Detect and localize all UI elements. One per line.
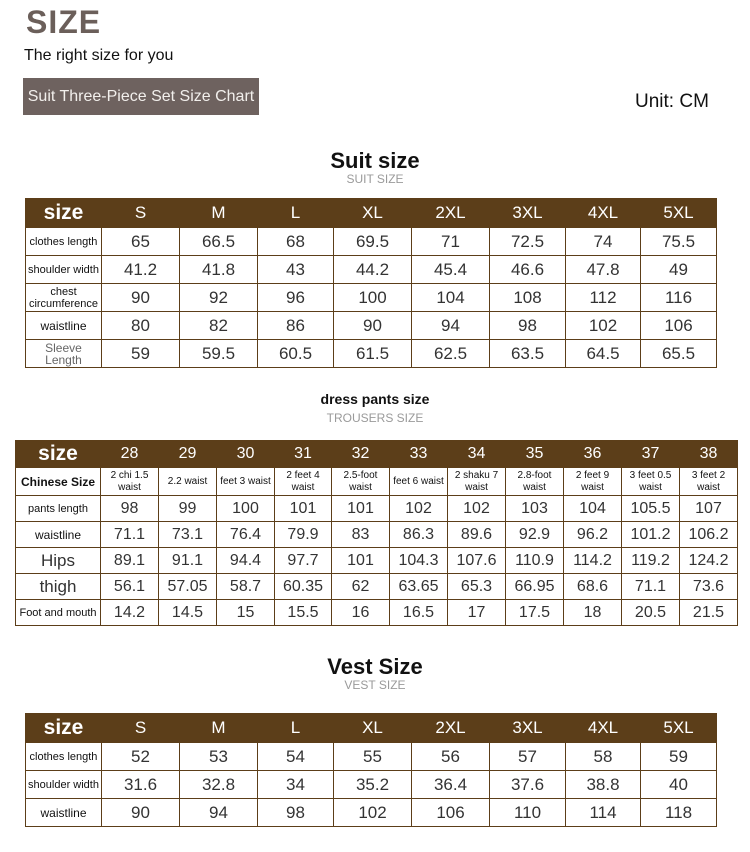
suit-size-header: M: [180, 199, 258, 228]
vest-value-cell: 110: [490, 799, 566, 827]
trousers-table-row: [16, 548, 738, 574]
vest-row-label: waistline: [26, 799, 102, 827]
trousers-size-header: 36: [564, 441, 622, 468]
trousers-table-row: [16, 496, 738, 522]
suit-size-table: [25, 198, 717, 368]
trousers-value-cell: 17: [448, 600, 506, 626]
suit-value-cell: 90: [334, 312, 412, 340]
vest-value-cell: 52: [102, 743, 180, 771]
suit-value-cell: 60.5: [258, 340, 334, 368]
page-subtitle: The right size for you: [24, 47, 174, 64]
suit-size-header: S: [102, 199, 180, 228]
trousers-value-cell: 73.6: [680, 574, 738, 600]
trousers-size-header: 31: [275, 441, 332, 468]
suit-value-cell: 41.2: [102, 256, 180, 284]
suit-table-row: [26, 312, 717, 340]
trousers-row-label: Hips: [16, 548, 101, 574]
suit-table-row: [26, 284, 717, 312]
vest-value-cell: 59: [641, 743, 717, 771]
vest-value-cell: 57: [490, 743, 566, 771]
suit-value-cell: 49: [641, 256, 717, 284]
vest-value-cell: 90: [102, 799, 180, 827]
chinese-size-cell: feet 6 waist: [390, 468, 448, 496]
vest-section-subtitle: VEST SIZE: [344, 678, 406, 692]
suit-row-label: clothes length: [26, 228, 102, 256]
vest-size-table: [25, 713, 717, 827]
trousers-size-header: 32: [332, 441, 390, 468]
trousers-value-cell: 94.4: [217, 548, 275, 574]
trousers-value-cell: 119.2: [622, 548, 680, 574]
vest-value-cell: 114: [566, 799, 641, 827]
vest-value-cell: 94: [180, 799, 258, 827]
suit-value-cell: 92: [180, 284, 258, 312]
trousers-value-cell: 16.5: [390, 600, 448, 626]
trousers-value-cell: 21.5: [680, 600, 738, 626]
trousers-size-table: [15, 440, 738, 626]
trousers-value-cell: 89.1: [101, 548, 159, 574]
trousers-value-cell: 98: [101, 496, 159, 522]
suit-value-cell: 82: [180, 312, 258, 340]
trousers-value-cell: 14.2: [101, 600, 159, 626]
trousers-value-cell: 58.7: [217, 574, 275, 600]
chinese-size-cell: 3 feet 0.5 waist: [622, 468, 680, 496]
suit-value-cell: 43: [258, 256, 334, 284]
vest-row-label: clothes length: [26, 743, 102, 771]
unit-label: Unit: CM: [635, 91, 709, 112]
trousers-value-cell: 114.2: [564, 548, 622, 574]
trousers-value-cell: 92.9: [506, 522, 564, 548]
suit-value-cell: 86: [258, 312, 334, 340]
suit-value-cell: 116: [641, 284, 717, 312]
trousers-size-header: 35: [506, 441, 564, 468]
vest-size-header: M: [180, 714, 258, 743]
trousers-value-cell: 97.7: [275, 548, 332, 574]
vest-table-row: [26, 771, 717, 799]
chinese-size-cell: 2 feet 9 waist: [564, 468, 622, 496]
trousers-value-cell: 89.6: [448, 522, 506, 548]
vest-value-cell: 54: [258, 743, 334, 771]
suit-value-cell: 71: [412, 228, 490, 256]
page-title: SIZE: [26, 4, 102, 40]
trousers-value-cell: 104: [564, 496, 622, 522]
trousers-value-cell: 105.5: [622, 496, 680, 522]
trousers-value-cell: 106.2: [680, 522, 738, 548]
chinese-size-label: Chinese Size: [16, 468, 101, 496]
vest-value-cell: 53: [180, 743, 258, 771]
vest-table-row: [26, 799, 717, 827]
trousers-value-cell: 65.3: [448, 574, 506, 600]
suit-value-cell: 112: [566, 284, 641, 312]
suit-row-label: shoulder width: [26, 256, 102, 284]
trousers-table-row: [16, 522, 738, 548]
trousers-section-subtitle: TROUSERS SIZE: [326, 411, 424, 425]
trousers-value-cell: 66.95: [506, 574, 564, 600]
suit-value-cell: 96: [258, 284, 334, 312]
suit-table-row: [26, 340, 717, 368]
trousers-value-cell: 71.1: [101, 522, 159, 548]
trousers-value-cell: 101: [275, 496, 332, 522]
trousers-value-cell: 63.65: [390, 574, 448, 600]
trousers-value-cell: 107.6: [448, 548, 506, 574]
vest-size-header: 4XL: [566, 714, 641, 743]
vest-value-cell: 118: [641, 799, 717, 827]
vest-size-header: L: [258, 714, 334, 743]
suit-size-header: 4XL: [566, 199, 641, 228]
trousers-value-cell: 17.5: [506, 600, 564, 626]
suit-value-cell: 59.5: [180, 340, 258, 368]
vest-value-cell: 36.4: [412, 771, 490, 799]
suit-section-title: Suit size: [330, 148, 420, 173]
suit-value-cell: 65: [102, 228, 180, 256]
suit-value-cell: 46.6: [490, 256, 566, 284]
suit-value-cell: 41.8: [180, 256, 258, 284]
vest-value-cell: 35.2: [334, 771, 412, 799]
suit-row-label: Sleeve Length: [26, 340, 102, 368]
suit-value-cell: 106: [641, 312, 717, 340]
trousers-value-cell: 79.9: [275, 522, 332, 548]
trousers-size-header: 37: [622, 441, 680, 468]
trousers-value-cell: 20.5: [622, 600, 680, 626]
trousers-value-cell: 101.2: [622, 522, 680, 548]
trousers-value-cell: 62: [332, 574, 390, 600]
vest-value-cell: 38.8: [566, 771, 641, 799]
trousers-value-cell: 76.4: [217, 522, 275, 548]
vest-value-cell: 31.6: [102, 771, 180, 799]
trousers-size-header: 33: [390, 441, 448, 468]
vest-size-header: 5XL: [641, 714, 717, 743]
chinese-size-cell: 2 shaku 7 waist: [448, 468, 506, 496]
trousers-value-cell: 102: [448, 496, 506, 522]
trousers-value-cell: 96.2: [564, 522, 622, 548]
trousers-value-cell: 15.5: [275, 600, 332, 626]
chinese-size-cell: 3 feet 2 waist: [680, 468, 738, 496]
chinese-size-cell: 2 feet 4 waist: [275, 468, 332, 496]
trousers-size-header: 30: [217, 441, 275, 468]
trousers-size-header: 38: [680, 441, 738, 468]
trousers-value-cell: 16: [332, 600, 390, 626]
chinese-size-cell: 2.2 waist: [159, 468, 217, 496]
vest-size-header: 3XL: [490, 714, 566, 743]
suit-value-cell: 65.5: [641, 340, 717, 368]
vest-size-header: XL: [334, 714, 412, 743]
vest-value-cell: 102: [334, 799, 412, 827]
suit-size-header: XL: [334, 199, 412, 228]
suit-value-cell: 62.5: [412, 340, 490, 368]
vest-value-cell: 58: [566, 743, 641, 771]
suit-value-cell: 72.5: [490, 228, 566, 256]
suit-row-label: waistline: [26, 312, 102, 340]
trousers-value-cell: 91.1: [159, 548, 217, 574]
vest-value-cell: 32.8: [180, 771, 258, 799]
trousers-value-cell: 14.5: [159, 600, 217, 626]
suit-value-cell: 69.5: [334, 228, 412, 256]
suit-value-cell: 90: [102, 284, 180, 312]
vest-value-cell: 56: [412, 743, 490, 771]
vest-corner-label: size: [26, 714, 102, 743]
trousers-value-cell: 124.2: [680, 548, 738, 574]
vest-value-cell: 106: [412, 799, 490, 827]
suit-value-cell: 108: [490, 284, 566, 312]
trousers-value-cell: 71.1: [622, 574, 680, 600]
trousers-value-cell: 18: [564, 600, 622, 626]
chinese-size-cell: 2 chi 1.5 waist: [101, 468, 159, 496]
chinese-size-cell: feet 3 waist: [217, 468, 275, 496]
vest-value-cell: 34: [258, 771, 334, 799]
suit-size-header: 2XL: [412, 199, 490, 228]
suit-value-cell: 75.5: [641, 228, 717, 256]
suit-value-cell: 68: [258, 228, 334, 256]
trousers-value-cell: 103: [506, 496, 564, 522]
suit-corner-label: size: [26, 199, 102, 228]
suit-row-label: chest circumference: [26, 284, 102, 312]
suit-section-subtitle: SUIT SIZE: [346, 172, 404, 186]
trousers-value-cell: 15: [217, 600, 275, 626]
trousers-value-cell: 57.05: [159, 574, 217, 600]
suit-value-cell: 102: [566, 312, 641, 340]
vest-value-cell: 40: [641, 771, 717, 799]
trousers-value-cell: 68.6: [564, 574, 622, 600]
trousers-section-title: dress pants size: [320, 391, 430, 407]
trousers-row-label: Foot and mouth: [16, 600, 101, 626]
suit-value-cell: 63.5: [490, 340, 566, 368]
trousers-size-header: 28: [101, 441, 159, 468]
trousers-corner-label: size: [16, 441, 101, 468]
trousers-value-cell: 99: [159, 496, 217, 522]
trousers-size-header: 29: [159, 441, 217, 468]
suit-value-cell: 61.5: [334, 340, 412, 368]
vest-value-cell: 37.6: [490, 771, 566, 799]
chart-tag: Suit Three-Piece Set Size Chart: [23, 78, 259, 115]
suit-value-cell: 74: [566, 228, 641, 256]
trousers-row-label: thigh: [16, 574, 101, 600]
trousers-value-cell: 110.9: [506, 548, 564, 574]
suit-value-cell: 98: [490, 312, 566, 340]
suit-size-header: L: [258, 199, 334, 228]
suit-value-cell: 47.8: [566, 256, 641, 284]
trousers-table-row: [16, 574, 738, 600]
suit-table-row: [26, 256, 717, 284]
suit-value-cell: 94: [412, 312, 490, 340]
vest-size-header: S: [102, 714, 180, 743]
trousers-row-label: waistline: [16, 522, 101, 548]
trousers-value-cell: 73.1: [159, 522, 217, 548]
vest-section-title: Vest Size: [327, 654, 423, 679]
trousers-value-cell: 100: [217, 496, 275, 522]
trousers-value-cell: 104.3: [390, 548, 448, 574]
trousers-value-cell: 56.1: [101, 574, 159, 600]
trousers-value-cell: 101: [332, 548, 390, 574]
trousers-value-cell: 107: [680, 496, 738, 522]
trousers-value-cell: 86.3: [390, 522, 448, 548]
vest-table-row: [26, 743, 717, 771]
chinese-size-cell: 2.8-foot waist: [506, 468, 564, 496]
vest-value-cell: 98: [258, 799, 334, 827]
suit-size-header: 3XL: [490, 199, 566, 228]
suit-value-cell: 66.5: [180, 228, 258, 256]
chinese-size-cell: 2.5-foot waist: [332, 468, 390, 496]
trousers-value-cell: 60.35: [275, 574, 332, 600]
trousers-size-header: 34: [448, 441, 506, 468]
vest-row-label: shoulder width: [26, 771, 102, 799]
trousers-value-cell: 83: [332, 522, 390, 548]
suit-value-cell: 100: [334, 284, 412, 312]
suit-table-row: [26, 228, 717, 256]
suit-value-cell: 45.4: [412, 256, 490, 284]
suit-value-cell: 44.2: [334, 256, 412, 284]
suit-value-cell: 80: [102, 312, 180, 340]
suit-value-cell: 104: [412, 284, 490, 312]
suit-size-header: 5XL: [641, 199, 717, 228]
vest-size-header: 2XL: [412, 714, 490, 743]
trousers-value-cell: 102: [390, 496, 448, 522]
trousers-row-label: pants length: [16, 496, 101, 522]
vest-value-cell: 55: [334, 743, 412, 771]
suit-value-cell: 59: [102, 340, 180, 368]
trousers-table-row: [16, 600, 738, 626]
trousers-value-cell: 101: [332, 496, 390, 522]
suit-value-cell: 64.5: [566, 340, 641, 368]
